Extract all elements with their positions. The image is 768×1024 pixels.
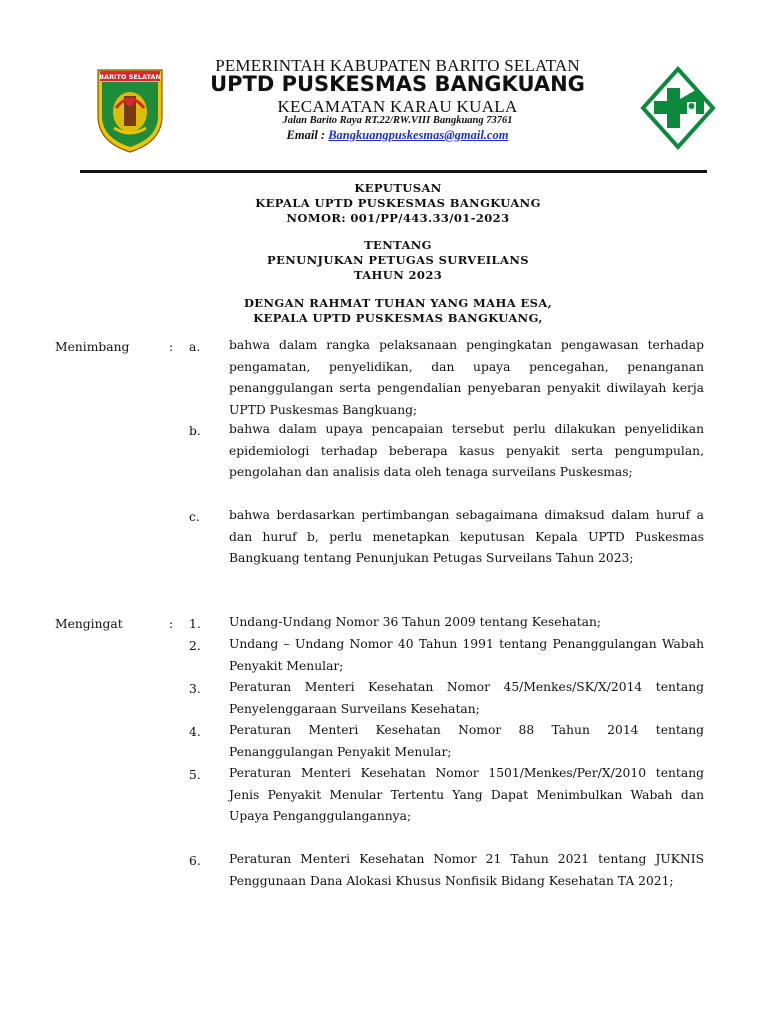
invocation-line: DENGAN RAHMAT TUHAN YANG MAHA ESA, <box>243 296 553 310</box>
mengingat-paragraph: Undang-Undang Nomor 36 Tahun 2009 tentang Kesehatan; <box>229 615 602 629</box>
letterhead-email-line <box>175 128 620 143</box>
letterhead-address: Jalan Barito Raya RT.22/RW.VIII Bangkuang 73761 <box>282 115 513 126</box>
mengingat-paragraph: Peraturan Menteri Kesehatan Nomor 45/Menkes/SK/X/2014 tentang Penyelenggaraan Surveilans Kesehatan; <box>229 680 704 716</box>
mengingat-marker: 1. <box>189 617 201 631</box>
mengingat-paragraph: Undang – Undang Nomor 40 Tahun 1991 tentang Penanggulangan Wabah Penyakit Menular; <box>229 637 704 673</box>
mengingat-paragraph: Peraturan Menteri Kesehatan Nomor 1501/Menkes/Per/X/2010 tentang Jenis Penyakit Menular Tertentu Yang Dapat Menimbulkan Wabah dan Upaya Penganggulangannya; <box>229 766 704 823</box>
mengingat-label: Mengingat <box>55 617 123 631</box>
letterhead-government: PEMERINTAH KABUPATEN BARITO SELATAN <box>215 56 580 75</box>
mengingat-marker: 2. <box>189 639 201 653</box>
decree-subject: PENUNJUKAN PETUGAS SURVEILANS <box>267 253 529 267</box>
mengingat-colon: : <box>169 617 174 631</box>
letterhead-institution: UPTD PUSKESMAS BANGKUANG <box>210 72 585 96</box>
decree-about-label: TENTANG <box>364 238 432 252</box>
letterhead-district: KECAMATAN KARAU KUALA <box>277 97 518 116</box>
letterhead-divider <box>80 170 707 173</box>
decree-year: TAHUN 2023 <box>353 268 443 282</box>
puskesmas-logo-icon <box>640 66 716 150</box>
mengingat-marker: 6. <box>189 854 201 868</box>
mengingat-marker: 4. <box>189 725 201 739</box>
menimbang-paragraph: bahwa dalam upaya pencapaian tersebut perlu dilakukan penyelidikan epidemiologi terhadap beberapa kasus penyakit serta pengumpulan, pengolahan dan analisis data oleh tenaga surveilans Puskesmas; <box>229 422 704 479</box>
menimbang-colon: : <box>169 340 174 354</box>
decree-number: NOMOR: 001/PP/443.33/01-2023 <box>286 211 510 225</box>
mengingat-paragraph: Peraturan Menteri Kesehatan Nomor 88 Tahun 2014 tentang Penanggulangan Penyakit Menular; <box>229 723 704 759</box>
menimbang-marker: c. <box>189 510 200 524</box>
email-link[interactable]: Bangkuangpuskesmas@gmail.com <box>328 128 509 142</box>
mengingat-marker: 3. <box>189 682 201 696</box>
menimbang-paragraph: bahwa dalam rangka pelaksanaan pengingkatan pengawasan terhadap pengamatan, penyelidikan, dan upaya pencegahan, penanganan penanggulangan serta pengendalian penyebaran penyakit diwilayah kerja UPTD Puskesmas Bangkuang; <box>229 338 704 417</box>
emblem-banner-text: BARITO SELATAN <box>99 73 161 81</box>
menimbang-marker: b. <box>189 424 201 438</box>
menimbang-marker: a. <box>189 340 201 354</box>
menimbang-paragraph: bahwa berdasarkan pertimbangan sebagaimana dimaksud dalam huruf a dan huruf b, perlu menetapkan keputusan Kepala UPTD Puskesmas Bangkuang tentang Penunjukan Petugas Surveilans Tahun 2023; <box>229 508 704 565</box>
decree-title: KEPUTUSAN <box>354 181 442 195</box>
mengingat-marker: 5. <box>189 768 201 782</box>
barito-selatan-emblem-icon <box>94 66 166 154</box>
decree-issuer: KEPALA UPTD PUSKESMAS BANGKUANG <box>255 196 541 210</box>
issuer-line: KEPALA UPTD PUSKESMAS BANGKUANG, <box>253 311 543 325</box>
menimbang-label: Menimbang <box>55 340 130 354</box>
mengingat-paragraph: Peraturan Menteri Kesehatan Nomor 21 Tahun 2021 tentang JUKNIS Penggunaan Dana Alokasi Khusus Nonfisik Bidang Kesehatan TA 2021; <box>229 852 704 888</box>
email-label: Email : <box>286 128 329 142</box>
